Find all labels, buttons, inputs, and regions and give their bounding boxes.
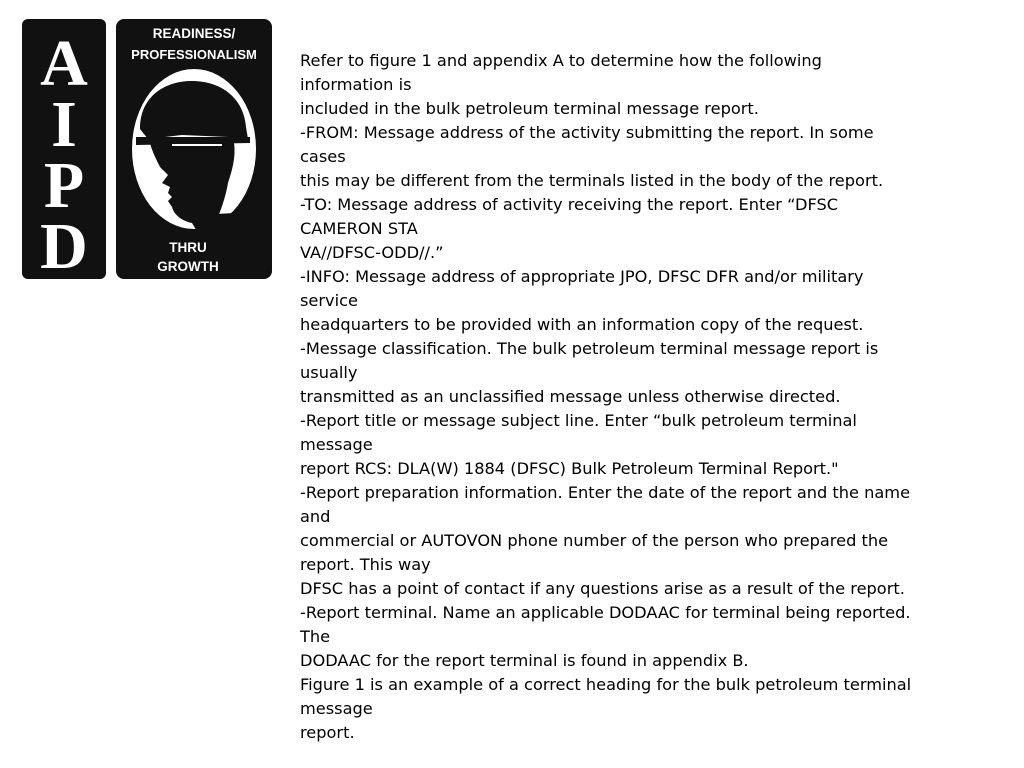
body-text: [300, 49, 920, 745]
body-line: DFSC has a point of contact if any questions arise as a result of the report.: [300, 579, 905, 598]
body-line: headquarters to be provided with an information copy of the request.: [300, 315, 864, 334]
body-line: cases: [300, 147, 346, 166]
body-line: -TO: Message address of activity receiving the report. Enter “DFSC: [300, 195, 839, 214]
body-line: information is: [300, 75, 412, 94]
body-line: usually: [300, 363, 358, 382]
logo-letter-p: P: [43, 149, 85, 222]
body-line: message: [300, 699, 373, 718]
body-line: -Report title or message subject line. Enter “bulk petroleum terminal: [300, 411, 857, 430]
body-line: and: [300, 507, 331, 526]
body-line: -FROM: Message address of the activity submitting the report. In some: [300, 123, 874, 142]
body-line: service: [300, 291, 358, 310]
logo-top-text-line2: PROFESSIONALISM: [131, 47, 257, 62]
body-line: report RCS: DLA(W) 1884 (DFSC) Bulk Petroleum Terminal Report.": [300, 459, 839, 478]
logo-top-text-line1: READINESS/: [152, 26, 236, 41]
body-line: -Report preparation information. Enter the date of the report and the name: [300, 483, 911, 502]
body-line: Refer to figure 1 and appendix A to determine how the following: [300, 51, 822, 70]
body-line: report. This way: [300, 555, 431, 574]
body-line: message: [300, 435, 373, 454]
body-line: transmitted as an unclassified message unless otherwise directed.: [300, 387, 841, 406]
body-line: commercial or AUTOVON phone number of the person who prepared the: [300, 531, 889, 550]
logo-bottom-text-line1: THRU: [169, 240, 207, 255]
logo-letter-a: A: [40, 27, 88, 100]
body-line: CAMERON STA: [300, 219, 418, 238]
body-line: included in the bulk petroleum terminal message report.: [300, 99, 759, 118]
body-line: -Message classification. The bulk petroleum terminal message report is: [300, 339, 879, 358]
body-line: -INFO: Message address of appropriate JPO, DFSC DFR and/or military: [300, 267, 864, 286]
body-line: The: [300, 627, 331, 646]
aipd-logo: [22, 19, 272, 279]
body-line: report.: [300, 723, 355, 742]
body-line: -Report terminal. Name an applicable DODAAC for terminal being reported.: [300, 603, 911, 622]
aipd-logo-graphic: [22, 19, 272, 279]
body-line: this may be different from the terminals listed in the body of the report.: [300, 171, 884, 190]
body-line: DODAAC for the report terminal is found in appendix B.: [300, 651, 749, 670]
logo-letter-i: I: [51, 88, 77, 161]
body-line: VA//DFSC-ODD//.”: [300, 243, 444, 262]
body-line: Figure 1 is an example of a correct heading for the bulk petroleum terminal: [300, 675, 912, 694]
logo-bottom-text-line2: GROWTH: [157, 259, 219, 274]
logo-letter-d: D: [40, 210, 88, 279]
